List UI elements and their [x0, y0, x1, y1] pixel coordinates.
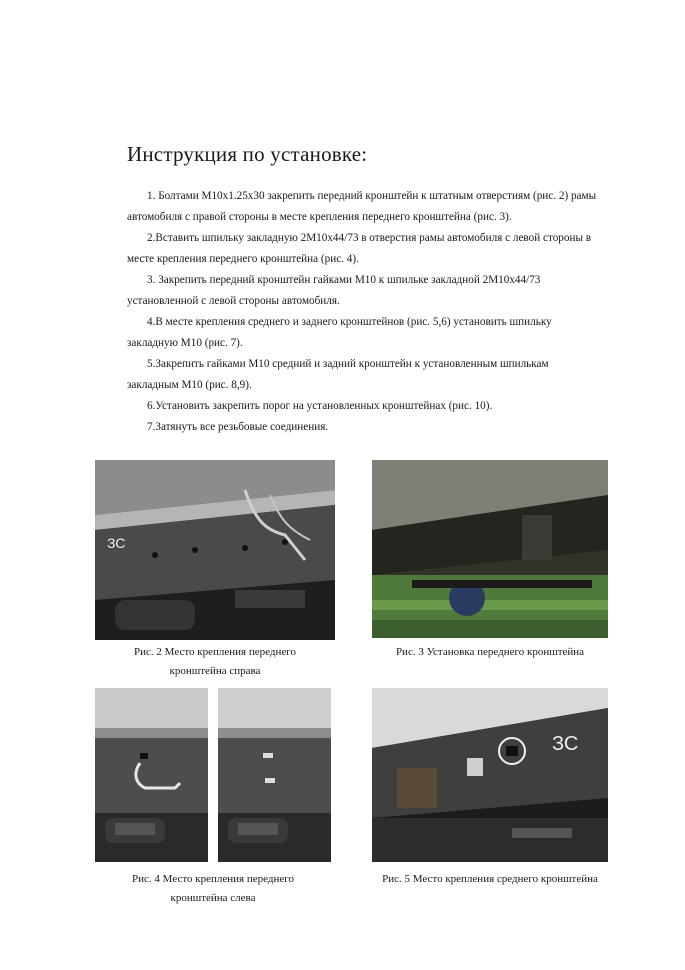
- step-5: 5.Закрепить гайками M10 средний и задний кронштейн к установленным шпилькам закладным M10 (рис. 8,9).: [127, 358, 549, 391]
- figure-4-photo-right: [218, 688, 331, 862]
- figure-3-photo: [372, 460, 608, 638]
- figure-3-caption: [352, 643, 628, 662]
- figure-5-chalk-mark: ЗС: [552, 733, 579, 755]
- figure-2-caption: [95, 643, 335, 681]
- step-6: 6.Установить закрепить порог на установленных кронштейнах (рис. 10).: [147, 400, 493, 412]
- figure-5-caption-line-1: Рис. 5 Место крепления среднего кронштейна: [382, 873, 598, 885]
- figure-4-caption-line-1: Рис. 4 Место крепления переднего: [132, 873, 294, 885]
- figure-4-caption: [95, 870, 331, 908]
- figure-4-photo-left: [95, 688, 208, 862]
- figure-2-chalk-mark: ЗС: [107, 535, 126, 551]
- figure-3-caption-line-1: Рис. 3 Установка переднего кронштейна: [395, 646, 585, 658]
- step-2: 2.Вставить шпильку закладную 2M10x44/73 в отверстия рамы автомобиля с левой стороны в месте крепления переднего кронштейна (рис. 4).: [127, 232, 592, 265]
- figure-5-caption: [352, 870, 628, 889]
- step-4: 4.В месте крепления среднего и заднего кронштейнов (рис. 5,6) установить шпильку закладную M10 (рис. 7).: [127, 316, 552, 349]
- page-title: Инструкция по установке:: [127, 142, 368, 166]
- figure-5-photo: [372, 688, 608, 862]
- figure-2-caption-line-1: Рис. 2 Место крепления переднего: [134, 646, 296, 658]
- step-1: 1. Болтами M10x1.25x30 закрепить передний кронштейн к штатным отверстиям (рис. 2) рамы автомобиля с правой стороны в месте крепления переднего кронштейна (рис. 3).: [127, 190, 597, 223]
- instruction-steps: [127, 186, 597, 438]
- step-3: 3. Закрепить передний кронштейн гайками M10 к шпильке закладной 2M10x44/73 установленной с левой стороны автомобиля.: [127, 274, 541, 307]
- step-7: 7.Затянуть все резьбовые соединения.: [147, 421, 329, 433]
- figure-2-caption-line-2: кронштейна справа: [169, 665, 261, 677]
- figure-2-photo: [95, 460, 335, 640]
- figure-4-caption-line-2: кронштейна слева: [170, 892, 256, 904]
